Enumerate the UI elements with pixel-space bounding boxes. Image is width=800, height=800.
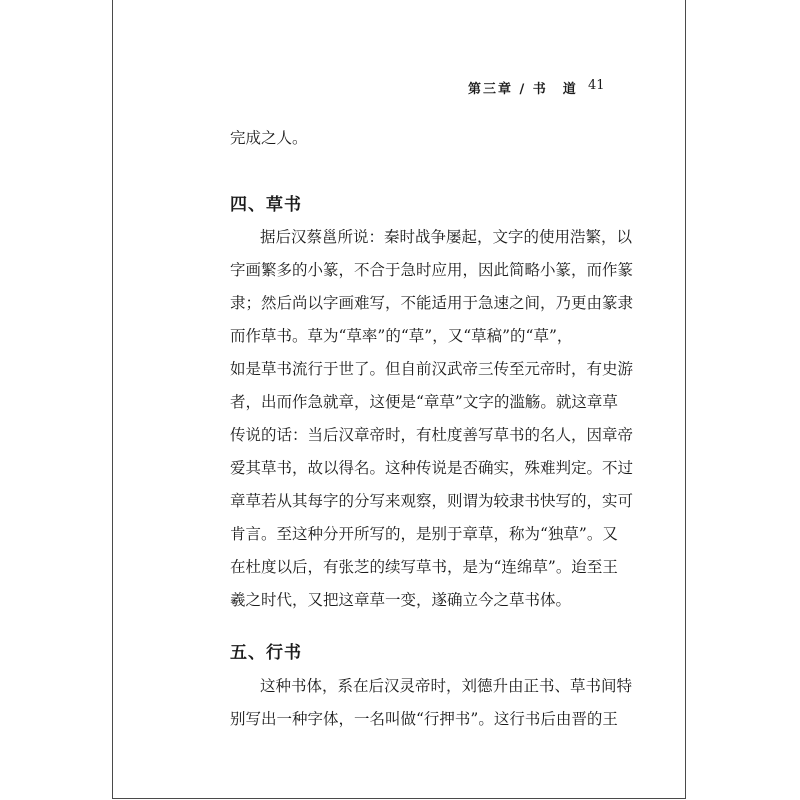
paragraph-line: 羲之时代，又把这章草一变，遂确立今之草书体。 xyxy=(230,591,572,609)
paragraph-line: 而作草书。草为“草率”的“草”，又“草稿”的“草”， xyxy=(230,327,573,345)
paragraph-line: 如是草书流行于世了。但自前汉武帝三传至元帝时，有史游 xyxy=(230,360,634,378)
paragraph-line: 章草若从其每字的分写来观察，则谓为较隶书快写的，实可 xyxy=(230,492,634,510)
paragraph-line: 这种书体，系在后汉灵帝时，刘德升由正书、草书间特 xyxy=(260,677,633,695)
carryover-line: 完成之人。 xyxy=(230,129,308,147)
paragraph-line: 在杜度以后，有张芝的续写草书，是为“连绵草”。迨至王 xyxy=(230,558,618,576)
section-heading-cursive: 四、草书 xyxy=(230,195,302,215)
paragraph-line: 者，出而作急就章，这便是“章草”文字的滥觞。就这章草 xyxy=(230,393,618,411)
paragraph-line: 据后汉蔡邕所说：秦时战争屡起，文字的使用浩繁，以 xyxy=(260,228,633,246)
section-heading-running: 五、行书 xyxy=(230,643,302,663)
paragraph-line: 爱其草书，故以得名。这种传说是否确实，殊难判定。不过 xyxy=(230,459,634,477)
running-head xyxy=(0,78,800,98)
paragraph-line: 别写出一种字体，一名叫做“行押书”。这行书后由晋的王 xyxy=(230,710,618,728)
paragraph-line: 隶；然后尚以字画难写，不能适用于急速之间，乃更由篆隶 xyxy=(230,294,634,312)
paragraph-line: 肯言。至这种分开所写的，是别于章草，称为“独草”。又 xyxy=(230,525,618,543)
paragraph-line: 传说的话：当后汉章帝时，有杜度善写草书的名人，因章帝 xyxy=(230,426,634,444)
paragraph-line: 字画繁多的小篆，不合于急时应用，因此简略小篆，而作篆 xyxy=(230,261,634,279)
page-number: 41 xyxy=(588,78,605,93)
chapter-title: 第三章 / 书 道 xyxy=(468,82,578,97)
